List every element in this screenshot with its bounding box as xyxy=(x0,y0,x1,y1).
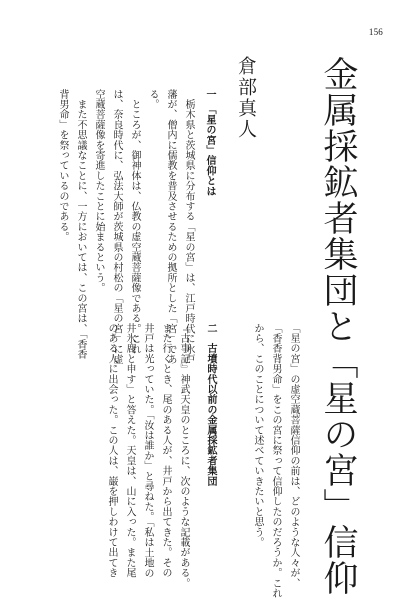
body-line: は、奈良時代に、弘法大師が茨城県の村松の「星の宮」に虚 xyxy=(111,89,122,365)
body-line: また不思議なことに、一方においては、この宮は、「香香 xyxy=(75,89,86,360)
body-line: また行くとき、尾のある人が、井戸から出てきた。その xyxy=(160,323,171,578)
body-line: ところが、御神体は、仏教の虚空蔵菩薩像である。これ xyxy=(129,89,140,355)
body-line: 『古事記』神武天皇のところに、次のような記載がある。 xyxy=(178,323,189,589)
body-line: 空蔵菩薩像を寄進したことに始まるという。 xyxy=(93,89,104,293)
page-number: 156 xyxy=(368,27,383,37)
body-line: 井氷鹿と申す」と答えた。天皇は、山に入った。また尾 xyxy=(124,323,135,578)
body-line: 栃木県と茨城県に分布する「星の宮」は、江戸時代に水戸 xyxy=(183,89,194,365)
section-heading-1: 一 「星の宮」信仰とは xyxy=(204,89,215,197)
section-heading-2: 二 古墳時代以前の金属採鉱者集団 xyxy=(205,323,216,487)
body-line: 背男命」を祭っているのである。 xyxy=(57,89,68,242)
body-line: のある人に出会った。この人は、巌を押しわけて出てき xyxy=(106,323,117,578)
body-line: る。 xyxy=(147,89,158,110)
body-line: から、このことについて述べていきたいと思う。 xyxy=(252,323,263,548)
body-line: 「星の宮」の虚空蔵菩薩信仰の前は、どのような人々が、 xyxy=(288,323,299,589)
body-line: 井戸は光っていた。「汝は誰か」と尋ねた。「私は土地の xyxy=(142,323,153,579)
author-name: 倉部真人 xyxy=(235,56,257,140)
body-line: 「香香背男命」をこの宮に祭って信仰したのだろうか。これ xyxy=(270,323,281,599)
article-title: 金属採鉱者集団と「星の宮」信仰 xyxy=(318,56,358,596)
body-line: 藩が、僧内に儒教を普及させるための拠所とした「宮」であ xyxy=(165,89,176,365)
